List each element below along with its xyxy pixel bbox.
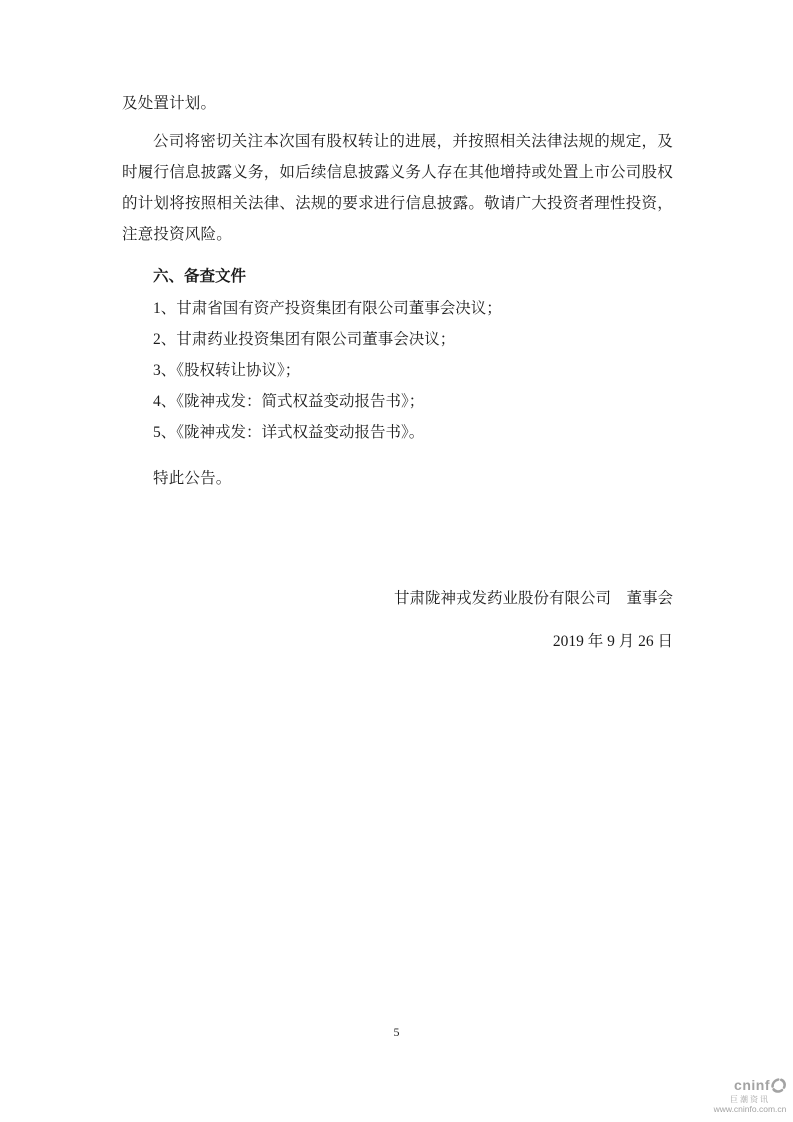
- list-item-3: 3、《股权转让协议》；: [153, 362, 301, 379]
- cninfo-chinese-name: 巨潮资讯: [730, 1095, 770, 1104]
- cninfo-url: www.cninfo.com.cn: [713, 1104, 787, 1114]
- page-number: 5: [393, 1025, 400, 1039]
- closing-statement: 特此公告。: [153, 470, 232, 487]
- list-item-4: 4、《陇神戎发：简式权益变动报告书》；: [153, 393, 425, 410]
- section-heading-reference-documents: 六、备查文件: [153, 268, 247, 285]
- list-item-2: 2、甘肃药业投资集团有限公司董事会决议；: [153, 331, 456, 348]
- list-item-5: 5、《陇神戎发：详式权益变动报告书》。: [153, 424, 425, 441]
- list-item-1: 1、甘肃省国有资产投资集团有限公司董事会决议；: [153, 300, 502, 317]
- paragraph-disclosure: 公司将密切关注本次国有股权转让的进展，并按照相关法律法规的规定，及时履行信息披露义务，如后续信息披露义务人存在其他增持或处置上市公司股权的计划将按照相关法律、法规的要求进行信息披露。敬请广大投资者理性投资，注意投资风险。: [122, 133, 673, 243]
- cninfo-logo: [712, 1077, 788, 1114]
- signature-date: 2019 年 9 月 26 日: [552, 633, 673, 650]
- signature-company: 甘肃陇神戎发药业股份有限公司 董事会: [393, 590, 673, 607]
- reference-documents-list: [122, 293, 673, 448]
- document-content: [122, 88, 673, 657]
- cninfo-swirl-icon: [771, 1077, 788, 1094]
- cninfo-brand-text: cninf: [734, 1077, 770, 1093]
- cninfo-logo-row: [712, 1077, 788, 1094]
- paragraph-continuation: 及处置计划。: [122, 95, 217, 112]
